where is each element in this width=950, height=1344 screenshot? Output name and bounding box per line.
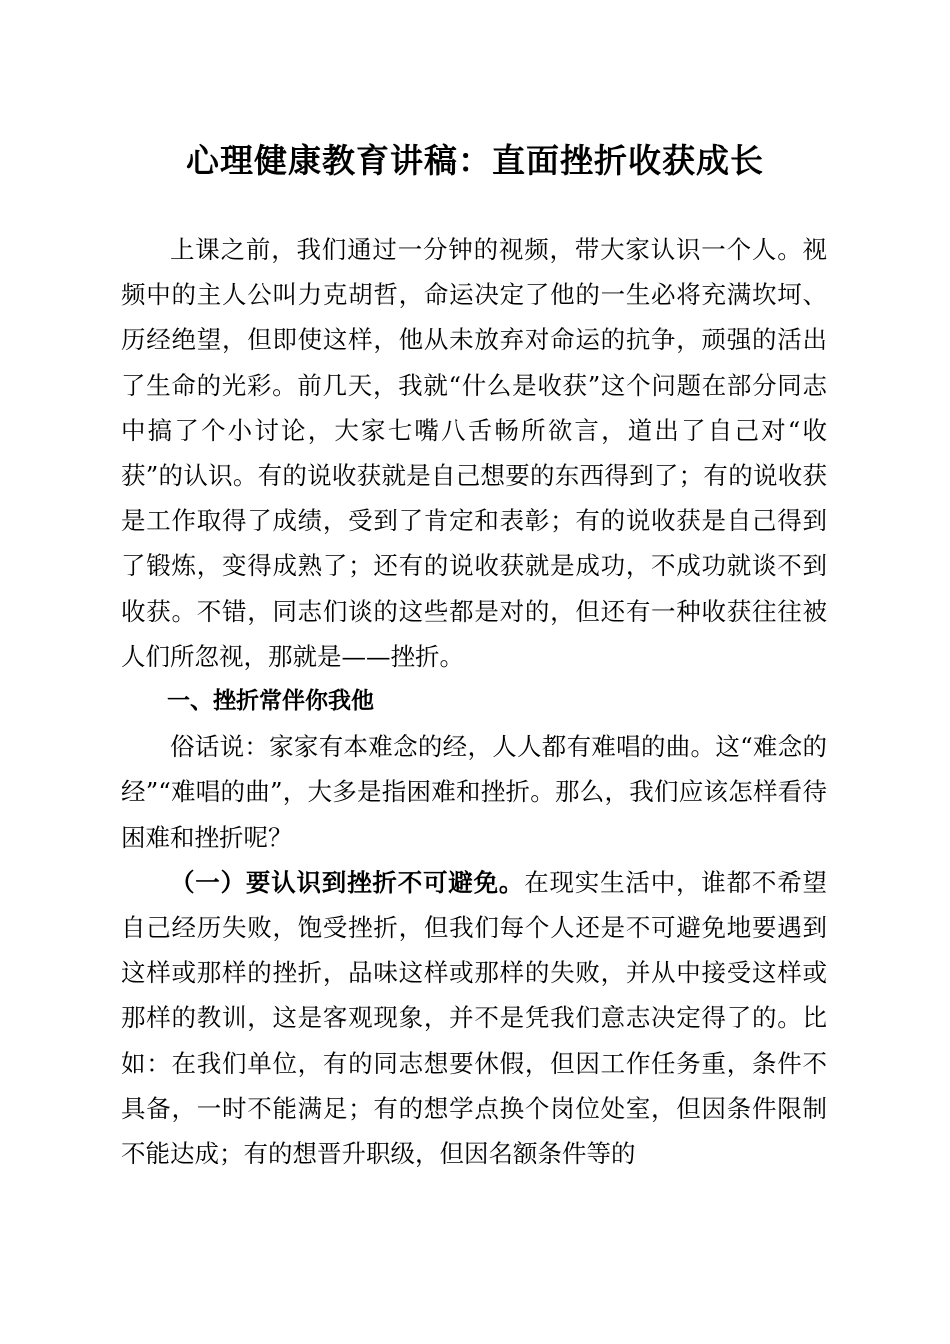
document-body (121, 227, 827, 1176)
intro-paragraph: 上课之前，我们通过一分钟的视频，带大家认识一个人。视频中的主人公叫力克胡哲，命运决定了他的一生必将充满坎坷、历经绝望，但即使这样，他从未放弃对命运的抗争，顽强的活出了生命的光彩。前几天，我就“什么是收获”这个问题在部分同志中搞了个小讨论，大家七嘴八舌畅所欲言，道出了自己对“收获”的认识。有的说收获就是自己想要的东西得到了；有的说收获是工作取得了成绩，受到了肯定和表彰；有的说收获是自己得到了锻炼，变得成熟了；还有的说收获就是成功，不成功就谈不到收获。不错，同志们谈的这些都是对的，但还有一种收获往往被人们所忽视，那就是——挫折。 (121, 235, 827, 671)
point-heading: （一）要认识到挫折不可避免。 (170, 867, 525, 897)
section-heading: 一、挫折常伴你我他 (167, 688, 374, 715)
point-text: 在现实生活中，谁都不希望自己经历失败，饱受挫折，但我们每个人还是不可避免地要遇到这样或那样的挫折，品味这样或那样的失败，并从中接受这样或那样的教训，这是客观现象，并不是凭我们意志决定得了的。比如：在我们单位，有的同志想要休假，但因工作任务重，条件不具备，一时不能满足；有的想学点换个岗位处室，但因条件限制不能达成；有的想晋升职级，但因名额条件等的 (121, 867, 828, 1169)
point-paragraph (121, 860, 827, 1176)
section-intro-paragraph: 俗话说：家家有本难念的经，人人都有难唱的曲。这“难念的经”“难唱的曲”，大多是指困难和挫折。那么，我们应该怎样看待困难和挫折呢？ (121, 732, 827, 852)
document-title: 心理健康教育讲稿：直面挫折收获成长 (186, 141, 764, 180)
